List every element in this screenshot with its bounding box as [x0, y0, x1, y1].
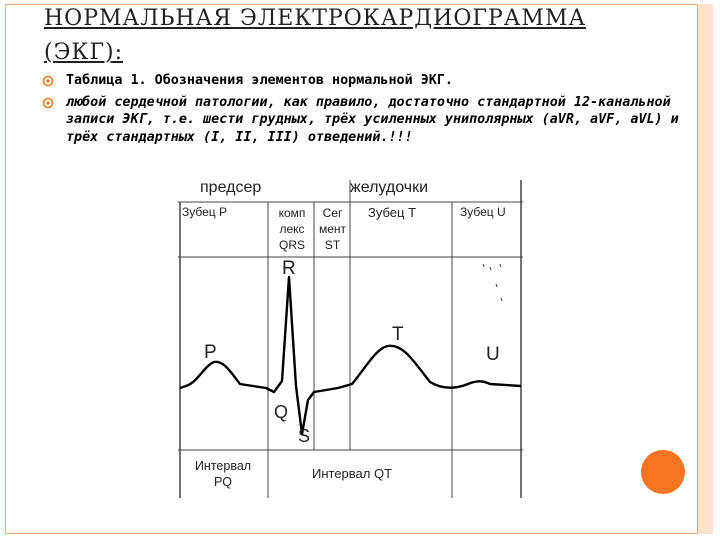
atria-group-label: предсер: [200, 179, 262, 196]
decorative-circle: [641, 450, 685, 494]
st-column-header: Сег мент ST: [318, 206, 347, 252]
p-wave-column-header: Зубец Р: [182, 205, 228, 219]
q-wave-label: Q: [274, 402, 289, 422]
ventricles-group-label: желудочки: [350, 179, 429, 196]
bullet-list: [40, 72, 690, 150]
t-wave-label: T: [392, 324, 404, 345]
ecg-diagram: [178, 178, 523, 498]
pq-interval-label: Интервал PQ: [194, 459, 252, 489]
slide-title: НОРМАЛЬНАЯ ЭЛЕКТРОКАРДИОГРАММА (ЭКГ):: [44, 6, 587, 65]
slide-frame-side-band: [697, 4, 713, 534]
qrs-column-header: комп лекс QRS: [278, 206, 306, 252]
s-wave-label: S: [298, 426, 311, 446]
u-wave-label: U: [486, 344, 500, 365]
qt-interval-label: Интервал QT: [312, 466, 393, 481]
bullet-text: любой сердечной патологии, как правило, достаточно стандартной 12-канальной записи ЭКГ, т.е. шести грудных, трёх усиленных униполярных (aVR, aVF, aVL) и трёх стандартных (I, II, III) отведений.!!!: [66, 94, 679, 145]
bullet-item: [40, 72, 690, 90]
bullet-item: [40, 94, 690, 147]
r-wave-label: R: [282, 258, 296, 279]
t-wave-column-header: Зубец Т: [368, 205, 417, 220]
ecg-grid-and-trace: [178, 178, 523, 498]
u-wave-column-header: Зубец U: [460, 205, 506, 219]
p-wave-label: P: [204, 342, 217, 363]
bullet-icon: [42, 75, 54, 87]
bullet-icon: [42, 97, 54, 109]
bullet-text: Таблица 1. Обозначения элементов нормальной ЭКГ.: [66, 73, 453, 88]
